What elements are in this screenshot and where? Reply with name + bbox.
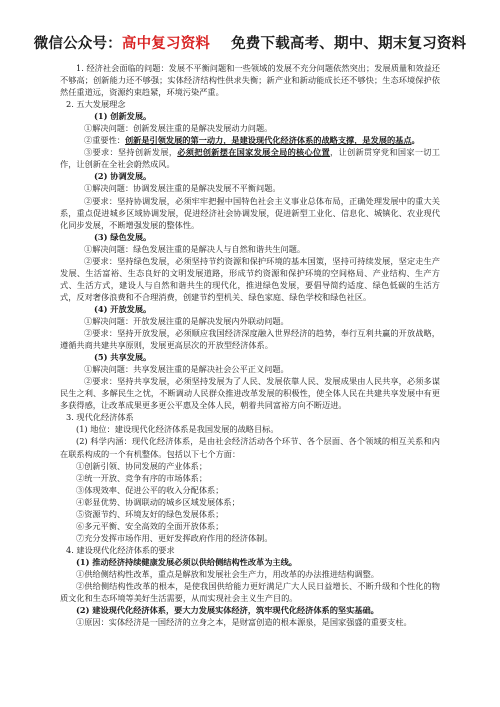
paragraph bbox=[60, 303, 440, 315]
text-run: (1) 创新发展。 bbox=[94, 111, 152, 122]
paragraph bbox=[60, 604, 440, 616]
paragraph bbox=[60, 496, 440, 508]
text-run: (2) 建设现代化经济体系，要大力发展实体经济，筑牢现代化经济体系的坚实基础。 bbox=[76, 605, 379, 616]
text-run: 4. 建设现代化经济体系的要求 bbox=[66, 544, 175, 555]
paragraph bbox=[60, 472, 440, 484]
text-run: (2) 科学内涵：现代化经济体系，是由社会经济活动各个环节、各个层面、各个领域的相互关系和内在联系构成的一个有机整体。包括以下七个方面： bbox=[60, 436, 440, 459]
header-prefix: 微信公众号： bbox=[33, 36, 122, 52]
paragraph bbox=[60, 122, 440, 134]
text-run: ，让创新贯穿党和国家一切工作，让创新在全社会蔚然成风。 bbox=[60, 147, 440, 170]
paragraph bbox=[60, 170, 440, 182]
paragraph bbox=[60, 98, 440, 110]
paragraph bbox=[60, 243, 440, 255]
paragraph bbox=[60, 616, 440, 628]
paragraph bbox=[60, 568, 440, 580]
paragraph bbox=[60, 532, 440, 544]
text-run: 必须把创新摆在国家发展全局的核心位置 bbox=[177, 147, 330, 158]
text-run: 2. 五大发展理念 bbox=[66, 99, 126, 110]
text-run: ①创新引领、协同发展的产业体系； bbox=[76, 460, 208, 471]
paragraph bbox=[60, 327, 440, 351]
paragraph bbox=[60, 460, 440, 472]
text-run: ⑤资源节约、环境友好的绿色发展体系； bbox=[76, 508, 224, 519]
text-run: ②统一开放、竞争有序的市场体系； bbox=[76, 472, 208, 483]
text-run: 1. 经济社会面临的问题：发展不平衡问题和一些领域的发展不充分问题依然突出；发展质量和效益还不够高；创新能力还不够强；实体经济结构性供求失衡；新产业和新动能成长还不够快；生态环境保护依然任重道远，资源约束趋紧，环境污染严重。 bbox=[60, 63, 440, 98]
paragraph bbox=[60, 423, 440, 435]
paragraph bbox=[60, 411, 440, 423]
text-run: ①解决问题：创新发展注重的是解决发展动力问题。 bbox=[84, 123, 273, 134]
text-run: ③体现效率、促进公平的收入分配体系； bbox=[76, 484, 224, 495]
paragraph bbox=[60, 484, 440, 496]
text-run: ②供给侧结构性改革的根本，是使我国供给能力更好满足广大人民日益增长、不断升级和个性化的物质文化和生态环境等美好生活需要，从而实现社会主义生产目的。 bbox=[60, 581, 440, 604]
paragraph bbox=[60, 255, 440, 303]
paragraph bbox=[60, 580, 440, 604]
text-run: ⑦充分发挥市场作用、更好发挥政府作用的经济体制。 bbox=[76, 532, 273, 543]
text-run: (5) 共享发展。 bbox=[94, 352, 152, 363]
page-header bbox=[0, 32, 500, 53]
text-run: ③要求：坚持创新发展， bbox=[84, 147, 178, 158]
text-run: (1) 地位：建设现代化经济体系是我国发展的战略目标。 bbox=[76, 424, 279, 435]
document-body bbox=[60, 62, 440, 628]
text-run: 。 bbox=[411, 135, 420, 146]
text-run: ①解决问题：开放发展注重的是解决发展内外联动问题。 bbox=[84, 315, 289, 326]
paragraph bbox=[60, 508, 440, 520]
text-run: ②要求：坚持绿色发展，必须坚持节约资源和保护环境的基本国策，坚持可持续发展，坚定走生产发展、生活富裕、生态良好的文明发展道路，形成节约资源和保护环境的空间格局、产业结构、生产方式、生活方式，建设人与自然和谐共生的现代化，推进绿色发展，要倡导简约适度、绿色低碳的生活方式，反对奢侈浪费和不合理消费，创建节约型机关、绿色家庭、绿色学校和绿色社区。 bbox=[60, 255, 440, 302]
text-run: (4) 开放发展。 bbox=[94, 303, 152, 314]
text-run: ⑥多元平衡、安全高效的全面开放体系； bbox=[76, 520, 224, 531]
paragraph bbox=[60, 363, 440, 375]
text-run: ①解决问题：协调发展注重的是解决发展不平衡问题。 bbox=[84, 183, 281, 194]
text-run: (3) 绿色发展。 bbox=[94, 231, 152, 242]
paragraph bbox=[60, 435, 440, 459]
paragraph bbox=[60, 315, 440, 327]
text-run: ②要求：坚持开放发展，必须顺应我国经济深度融入世界经济的趋势，奉行互利共赢的开放战略，遵循共商共建共享原则，发展更高层次的开放型经济体系。 bbox=[60, 328, 440, 351]
paragraph bbox=[60, 195, 440, 231]
text-run: ①解决问题：绿色发展注重的是解决人与自然和谐共生问题。 bbox=[84, 243, 306, 254]
text-run: 创新是引领发展的第一动力，是建设现代化经济体系的战略支撑，是发展的基点 bbox=[124, 135, 412, 146]
paragraph bbox=[60, 134, 440, 146]
paragraph bbox=[60, 351, 440, 363]
text-run: ②要求：坚持共享发展，必须坚持发展为了人民、发展依靠人民、发展成果由人民共享，必须多谋民生之利、多解民生之忧，不断调动人民群众推进改革发展的积极性，使全体人民在共建共享发展中有更多获得感，让改革成果更多更公平惠及全体人民，朝着共同富裕方向不断迈进。 bbox=[60, 376, 440, 411]
header-suffix: 免费下载高考、期中、期末复习资料 bbox=[231, 36, 467, 52]
header-highlight: 高中复习资料 bbox=[121, 36, 211, 52]
text-run: ④彰显优势、协调联动的城乡区域发展体系； bbox=[76, 496, 240, 507]
paragraph bbox=[60, 110, 440, 122]
text-run: ①供给侧结构性改革，重点是解放和发展社会生产力，用改革的办法推进结构调整。 bbox=[76, 568, 379, 579]
text-run: ①原因：实体经济是一国经济的立身之本，是财富创造的根本源泉，是国家强盛的重要支柱。 bbox=[76, 617, 412, 628]
paragraph bbox=[60, 62, 440, 98]
paragraph bbox=[60, 556, 440, 568]
paragraph bbox=[60, 182, 440, 194]
text-run: ①解决问题：共享发展注重的是解决社会公平正义问题。 bbox=[84, 364, 289, 375]
text-run: ②重要性： bbox=[84, 135, 125, 146]
paragraph bbox=[60, 146, 440, 170]
paragraph bbox=[60, 544, 440, 556]
text-run: 3. 现代化经济体系 bbox=[66, 412, 134, 423]
text-run: ②要求：坚持协调发展，必须牢牢把握中国特色社会主义事业总体布局，正确处理发展中的重大关系，重点促进城乡区域协调发展，促进经济社会协调发展，促进新型工业化、信息化、城镇化、农业现代化同步发展，不断增强发展的整体性。 bbox=[60, 195, 440, 230]
text-run: (1) 推动经济持续健康发展必须以供给侧结构性改革为主线。 bbox=[76, 556, 297, 567]
text-run: (2) 协调发展。 bbox=[94, 171, 152, 182]
paragraph bbox=[60, 375, 440, 411]
paragraph bbox=[60, 520, 440, 532]
paragraph bbox=[60, 231, 440, 243]
